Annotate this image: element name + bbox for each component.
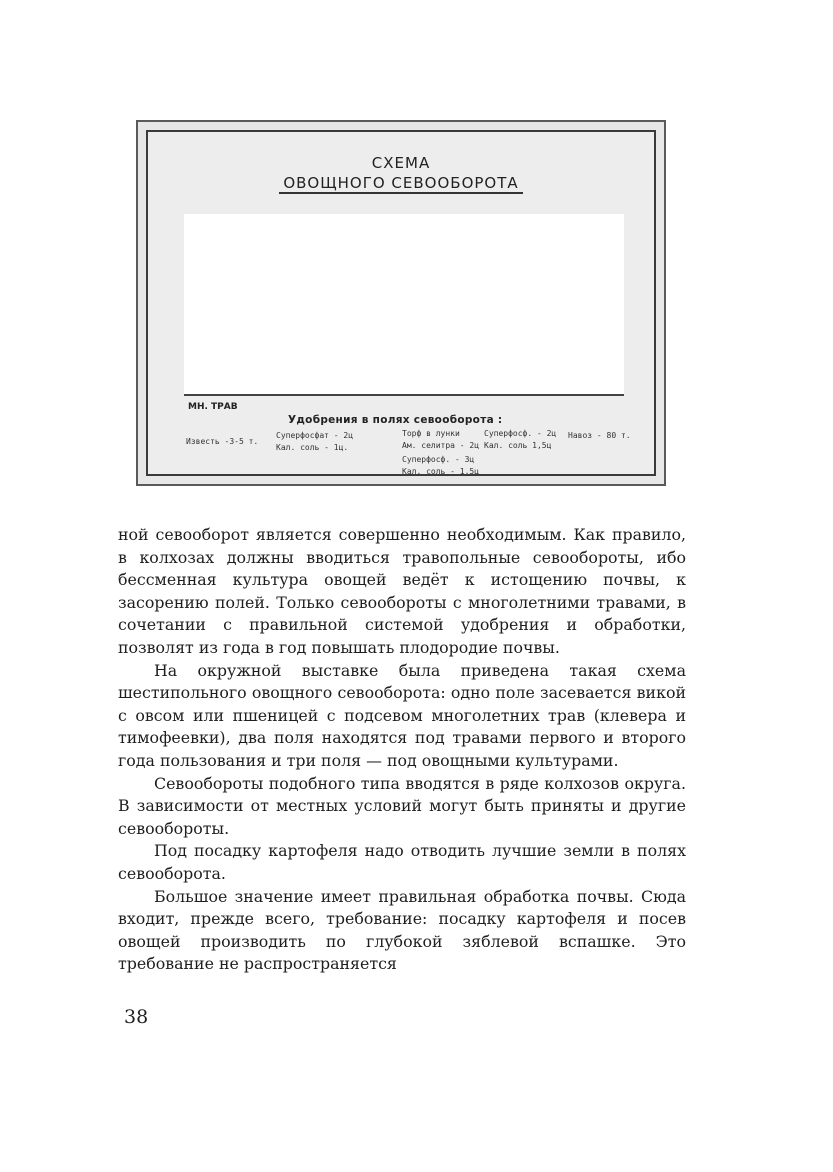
fertilizer-col-5: Навоз - 80 т. — [568, 431, 631, 440]
scheme-subtitle: ОВОЩНОГО СЕВООБОРОТА — [148, 174, 654, 192]
paragraph-3: Севообороты подобного типа вводятся в ряде колхозов округа. В зависимости от местных условий могут быть приняты и другие севообороты. — [118, 773, 686, 838]
fertilizer-col-2-line-2: Кал. соль - 1ц. — [276, 443, 349, 452]
fertilizer-col-3-line-1: Торф в лунки — [402, 429, 460, 438]
fertilizer-heading: Удобрения в полях севооборота : — [288, 414, 503, 426]
fertilizer-col-3-line-2: Ам. селитра - 2ц — [402, 441, 480, 450]
fertilizer-col-2-line-1: Суперфосфат - 2ц — [276, 431, 354, 440]
fertilizer-col-4-line-1: Суперфосф. - 2ц — [484, 429, 557, 438]
paragraph-4: Под посадку картофеля надо отводить лучшие земли в полях севооборота. — [118, 841, 686, 883]
body-text — [118, 524, 686, 976]
fertilizer-col-4-line-2: Кал. соль 1,5ц — [484, 441, 552, 450]
scheme-figure — [136, 120, 666, 486]
paragraph-2: На окружной выставке была приведена такая схема шестипольного овощного севооборота: одно поле засевается викой с овсом или пшеницей с подсевом многолетних трав (клевера и тимофеевки), два поля находятся под травами первого и второго года пользования и три поля — под овощными культурами. — [118, 660, 686, 770]
fertilizer-col-3-line-3: Суперфосф. - 3ц — [402, 455, 475, 464]
scheme-frame — [146, 130, 656, 476]
grass-field-label: МН. ТРАВ — [188, 402, 238, 412]
paragraph-5: Большое значение имеет правильная обработка почвы. Сюда входит, прежде всего, требование: посадку картофеля и посев овощей производить по глубокой зяблевой вспашке. Это требование не распространяется — [118, 886, 686, 974]
fertilizer-col-3-line-4: Кал. соль - 1,5ц — [402, 467, 480, 476]
fertilizer-col-1: Известь -3-5 т. — [186, 437, 259, 446]
paragraph-1: ной севооборот является совершенно необходимым. Как правило, в колхозах должны вводиться травопольные севообороты, ибо бессменная культура овощей ведёт к истощению почвы, к засорению полей. Только севообороты с многолетними травами, в сочетании с правильной системой удобрения и обработки, позволят из года в год повышать плодородие почвы. — [118, 525, 686, 657]
page-number: 38 — [124, 1006, 149, 1028]
scheme-diagram-area — [184, 214, 624, 394]
scheme-title: СХЕМА — [371, 154, 431, 172]
scheme-divider — [184, 394, 624, 396]
